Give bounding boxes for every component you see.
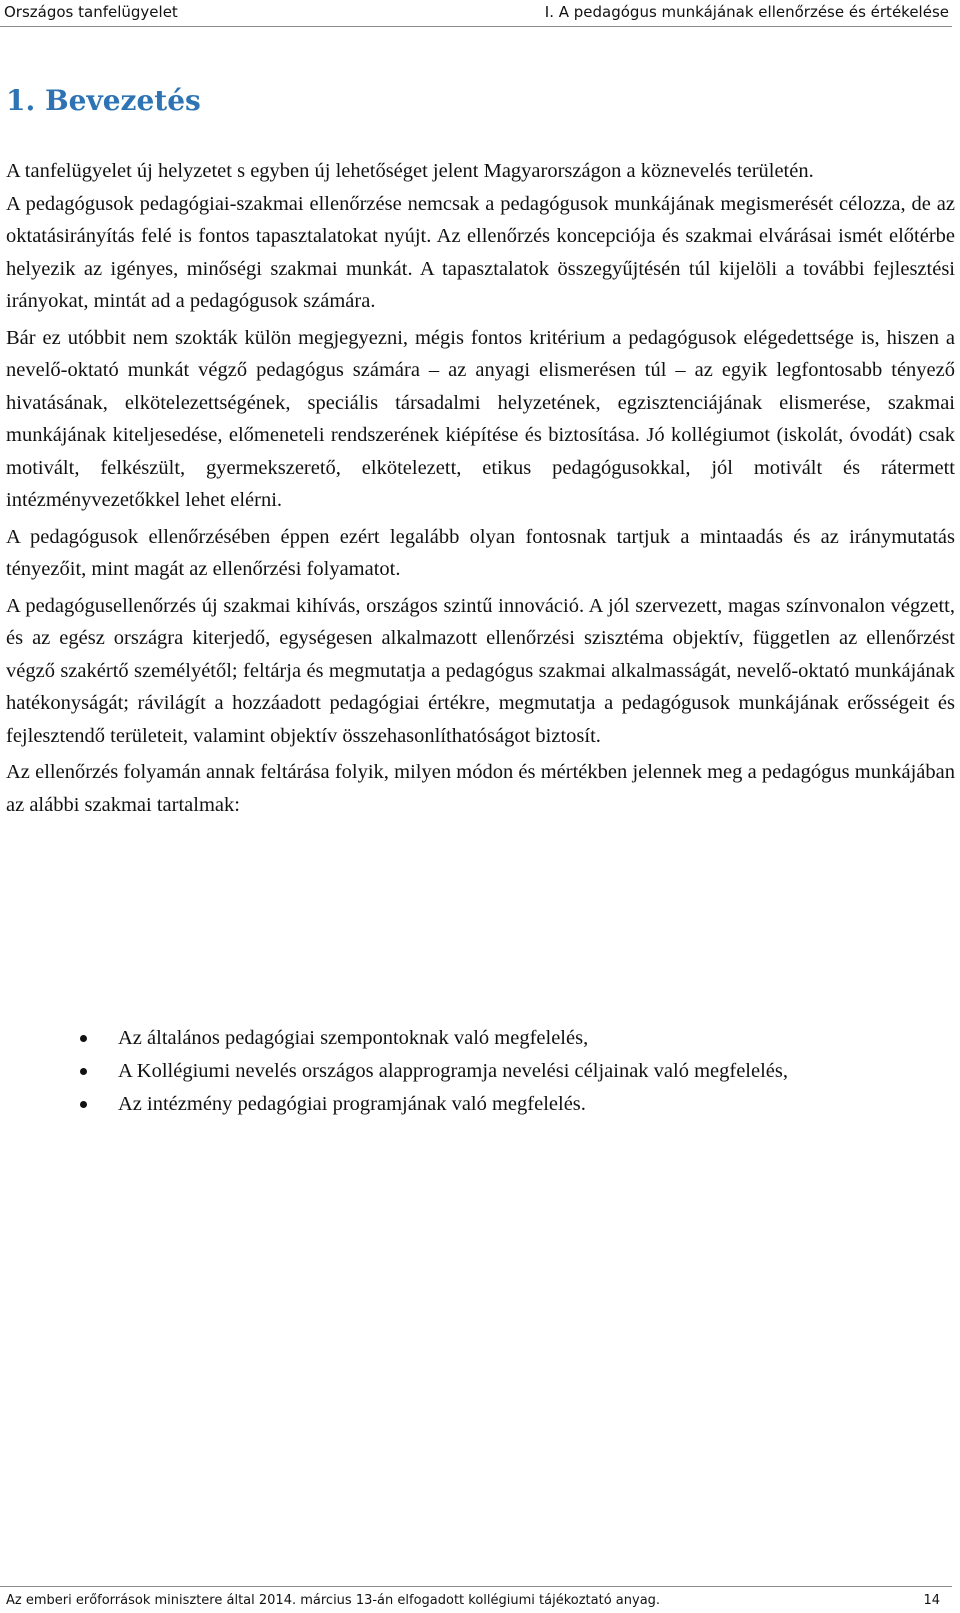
bullet-icon — [80, 1035, 87, 1042]
list-item — [80, 1088, 788, 1121]
body-text — [6, 155, 955, 821]
header-left-text: Országos tanfelügyelet — [4, 3, 178, 21]
footer-text: Az emberi erőforrások minisztere által 2014. március 13-án elfogadott kollégiumi tájékoztató anyag. — [6, 1593, 661, 1608]
paragraph-5: A pedagógusellenőrzés új szakmai kihívás, országos szintű innováció. A jól szervezett, magas színvonalon végzett, és az egész országra kiterjedő, egységesen alkalmazott ellenőrzési szisztéma objektív, független az ellenőrzést végző szakértő személyétől; feltárja és megmutatja a pedagógus szakmai alkalmasságát, nevelő-oktató munkájának hatékonyságát; rávilágít a hozzáadott pedagógiai értékre, megmutatja a pedagógusok munkájának erősségeit és fejlesztendő területeit, valamint objektív összehasonlíthatóságot biztosít. — [6, 594, 955, 747]
list-item — [80, 1022, 788, 1055]
list-item-text: A Kollégiumi nevelés országos alapprogramja nevelési céljainak való megfelelés, — [118, 1060, 788, 1082]
paragraph-6: Az ellenőrzés folyamán annak feltárása folyik, milyen módon és mértékben jelennek meg a pedagógus munkájában az alábbi szakmai tartalmak: — [6, 761, 955, 816]
section-title: 1. Bevezetés — [6, 84, 201, 117]
bullet-icon — [80, 1101, 87, 1108]
page-number: 14 — [923, 1593, 940, 1608]
list-item-text: Az intézmény pedagógiai programjának való megfelelés. — [118, 1093, 586, 1115]
list-item — [80, 1055, 788, 1088]
bullet-icon — [80, 1068, 87, 1075]
paragraph-3: Bár ez utóbbit nem szokták külön megjegyezni, mégis fontos kritérium a pedagógusok elégedettsége is, hiszen a nevelő-oktató munkát végző pedagógus számára – az anyagi elismerésen túl – az egyik legfontosabb tényező hivatásának, elkötelezettségének, speciális társadalmi helyzetének, egzisztenciájának elismerése, szakmai munkájának kiteljesedése, előmeneteli rendszerének kiépítése és biztosítása. Jó kollégiumot (iskolát, óvodát) csak motivált, felkészült, gyermekszerető, elkötelezett, etikus pedagógusokkal, jól motivált és rátermett intézményvezetőkkel lehet elérni. — [6, 326, 955, 511]
header-right-text: I. A pedagógus munkájának ellenőrzése és értékelése — [544, 3, 949, 21]
page-footer — [0, 1586, 952, 1608]
paragraph-2: A pedagógusok pedagógiai-szakmai ellenőrzése nemcsak a pedagógusok munkájának megismerését célozza, de az oktatásirányítás felé is fontos tapasztalatokat nyújt. Az ellenőrzés koncepciója és szakmai elvárásai ismét előtérbe helyezik az igényes, minőségi szakmai munkát. A tapasztalatok összegyűjtésén túl kijelöli a további fejlesztési irányokat, mintát ad a pedagógusok számára. — [6, 192, 955, 312]
list-item-text: Az általános pedagógiai szempontoknak való megfelelés, — [118, 1027, 589, 1049]
bullet-list — [80, 1022, 788, 1121]
paragraph-1: A tanfelügyelet új helyzetet s egyben új lehetőséget jelent Magyarországon a köznevelés területén. — [6, 160, 814, 182]
page-header — [0, 0, 952, 27]
paragraph-4: A pedagógusok ellenőrzésében éppen ezért legalább olyan fontosnak tartjuk a mintaadás és az iránymutatás tényezőit, mint magát az ellenőrzési folyamatot. — [6, 525, 955, 580]
